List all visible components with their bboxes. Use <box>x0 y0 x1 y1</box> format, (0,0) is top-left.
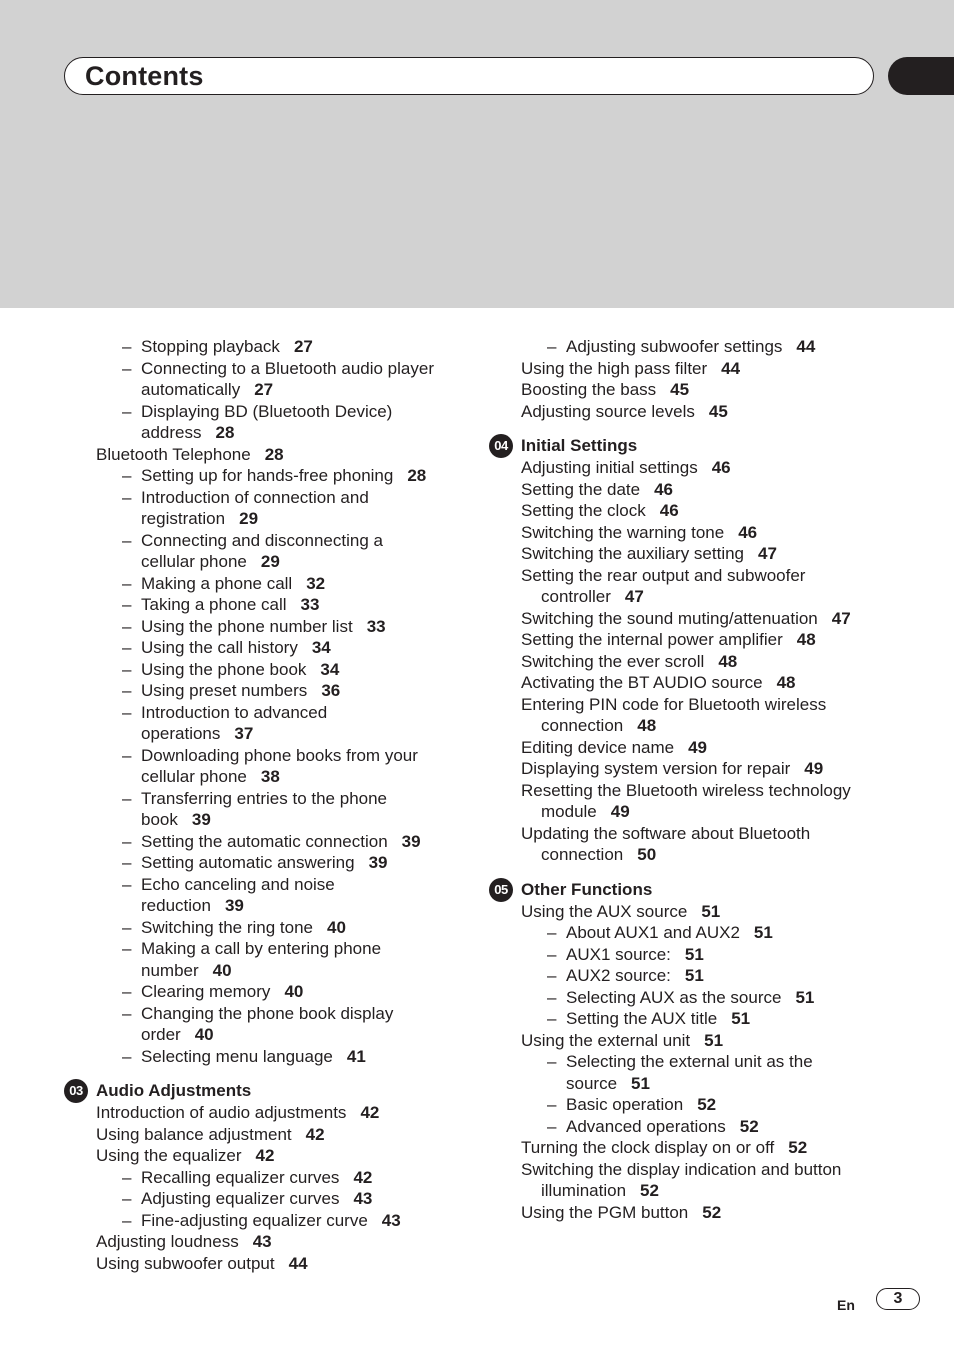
toc-entry-text: Selecting menu language <box>141 1046 333 1066</box>
toc-page-number: 37 <box>234 724 254 743</box>
toc-entry-text: Switching the ever scroll <box>521 651 705 671</box>
toc-entry-text: Transferring entries to the phone <box>141 788 388 808</box>
toc-entry-text: Making a phone call <box>141 573 293 593</box>
toc-entry-text: Selecting AUX as the source <box>566 987 782 1007</box>
dash-bullet: – <box>122 788 132 808</box>
toc-entry <box>96 745 476 767</box>
toc-entry <box>96 444 476 466</box>
toc-page-number: 51 <box>684 966 704 985</box>
toc-entry-text: Resetting the Bluetooth wireless technology <box>521 780 851 800</box>
toc-entry-text: AUX1 source: <box>566 944 671 964</box>
dash-bullet: – <box>547 987 557 1007</box>
toc-entry <box>96 530 476 552</box>
toc-page-number: 51 <box>753 923 773 942</box>
toc-entry <box>96 358 476 380</box>
toc-entry-text: Stopping playback <box>141 337 280 356</box>
toc-entry <box>521 500 891 522</box>
toc-entry <box>96 401 476 423</box>
dash-bullet: – <box>547 1009 557 1028</box>
toc-entry-text: Using the call history <box>141 638 298 657</box>
toc-entry <box>521 758 891 780</box>
dash-bullet: – <box>122 702 132 722</box>
toc-page-number: 51 <box>701 901 721 921</box>
toc-entry-text: Adjusting loudness <box>96 1232 239 1251</box>
toc-page-number: 47 <box>624 587 644 606</box>
toc-entry <box>96 831 476 853</box>
toc-entry <box>96 336 476 358</box>
toc-entry <box>96 960 476 982</box>
toc-entry <box>521 1073 891 1095</box>
toc-entry-text: Adjusting subwoofer settings <box>566 337 783 356</box>
section-title: Initial Settings <box>521 436 638 455</box>
toc-entry-text: module <box>541 802 597 821</box>
toc-page-number: 49 <box>610 802 630 821</box>
toc-entry-text: Setting the internal power amplifier <box>521 630 783 649</box>
toc-entry-text: Setting the clock <box>521 501 646 520</box>
toc-entry <box>96 723 476 745</box>
toc-entry <box>96 594 476 616</box>
toc-page-number: 28 <box>407 466 427 485</box>
toc-entry <box>521 1030 891 1052</box>
toc-entry-text: Introduction to advanced <box>141 702 328 722</box>
toc-entry <box>521 522 891 544</box>
dash-bullet: – <box>122 466 132 485</box>
toc-entry <box>521 379 891 401</box>
header-band <box>0 0 954 308</box>
toc-entry <box>96 1102 476 1124</box>
dash-bullet: – <box>122 638 132 657</box>
toc-entry-text: Setting the automatic connection <box>141 831 388 851</box>
page-title: Contents <box>85 61 204 91</box>
toc-entry-text: book <box>141 810 178 829</box>
toc-entry-text: Using the equalizer <box>96 1146 242 1165</box>
toc-page-number: 43 <box>252 1232 272 1251</box>
toc-entry-text: Switching the auxiliary setting <box>521 544 745 563</box>
toc-entry-text: Clearing memory <box>141 982 271 1001</box>
toc-entry-text: Using the phone number list <box>141 616 353 636</box>
toc-entry <box>96 422 476 444</box>
toc-entry <box>521 479 891 501</box>
toc-entry-text: Connecting to a Bluetooth audio player <box>141 358 434 378</box>
dash-bullet: – <box>122 681 132 700</box>
toc-entry-text: registration <box>141 509 226 528</box>
toc-entry <box>96 895 476 917</box>
toc-entry-text: Boosting the bass <box>521 380 657 399</box>
section-heading <box>69 1080 476 1102</box>
section-number-badge: 04 <box>489 434 513 458</box>
section-title: Audio Adjustments <box>96 1081 252 1100</box>
toc-entry <box>521 1116 891 1138</box>
toc-entry <box>96 1024 476 1046</box>
dash-bullet: – <box>122 401 132 421</box>
toc-entry <box>96 573 476 595</box>
toc-entry <box>521 987 891 1009</box>
toc-entry-text: controller <box>541 587 611 606</box>
toc-entry <box>96 852 476 874</box>
toc-page-number: 52 <box>739 1116 759 1136</box>
toc-page-number: 44 <box>721 358 741 378</box>
toc-entry <box>96 1210 476 1232</box>
toc-entry-text: Using the AUX source <box>521 901 688 921</box>
toc-entry <box>521 801 891 823</box>
toc-entry <box>96 1124 476 1146</box>
toc-entry <box>521 944 891 966</box>
toc-entry <box>521 565 891 587</box>
toc-entry-text: Echo canceling and noise <box>141 874 335 894</box>
toc-entry <box>96 1188 476 1210</box>
toc-entry <box>521 457 891 479</box>
toc-page-number: 34 <box>320 659 340 679</box>
toc-page-number: 29 <box>260 552 280 571</box>
toc-page-number: 33 <box>366 616 386 636</box>
toc-entry-text: reduction <box>141 896 211 915</box>
toc-entry-text: AUX2 source: <box>566 966 671 985</box>
toc-page-number: 42 <box>255 1146 275 1165</box>
toc-page-number: 52 <box>640 1181 659 1200</box>
toc-entry <box>96 659 476 681</box>
dash-bullet: – <box>122 573 132 593</box>
toc-entry-text: automatically <box>141 380 241 399</box>
dash-bullet: – <box>122 1189 132 1208</box>
toc-page-number: 51 <box>704 1030 724 1050</box>
toc-entry-text: number <box>141 960 199 980</box>
toc-page-number: 50 <box>637 845 657 864</box>
dash-bullet: – <box>122 1167 132 1187</box>
toc-entry <box>521 844 891 866</box>
toc-entry-text: illumination <box>541 1181 627 1200</box>
toc-entry <box>521 1180 891 1202</box>
toc-page-number: 42 <box>305 1124 325 1144</box>
dash-bullet: – <box>547 923 557 942</box>
toc-page-number: 46 <box>711 458 731 477</box>
toc-entry-text: Introduction of connection and <box>141 487 369 507</box>
toc-entry <box>521 401 891 423</box>
toc-entry <box>521 1051 891 1073</box>
toc-entry <box>96 809 476 831</box>
toc-entry <box>96 465 476 487</box>
dash-bullet: – <box>122 982 132 1001</box>
dash-bullet: – <box>547 1052 557 1071</box>
language-label: En <box>837 1297 855 1313</box>
dash-bullet: – <box>122 616 132 636</box>
toc-entry <box>96 680 476 702</box>
section-heading <box>494 879 891 901</box>
toc-entry <box>521 651 891 673</box>
toc-page-number: 32 <box>306 573 326 593</box>
dash-bullet: – <box>122 595 132 614</box>
toc-page-number: 40 <box>194 1025 214 1044</box>
toc-page-number: 29 <box>239 509 259 528</box>
toc-entry <box>521 694 891 716</box>
toc-page-number: 49 <box>688 737 708 757</box>
toc-entry-text: Updating the software about Bluetooth <box>521 823 811 843</box>
toc-page-number: 43 <box>353 1189 373 1208</box>
toc-entry <box>96 1253 476 1275</box>
dash-bullet: – <box>122 337 132 356</box>
toc-page-number: 52 <box>788 1138 808 1157</box>
toc-entry <box>521 336 891 358</box>
dash-bullet: – <box>122 1003 132 1023</box>
toc-entry <box>96 917 476 939</box>
toc-page-number: 42 <box>360 1103 380 1122</box>
toc-entry <box>521 901 891 923</box>
toc-entry <box>96 379 476 401</box>
toc-entry <box>96 1003 476 1025</box>
toc-entry-text: Using subwoofer output <box>96 1253 275 1273</box>
toc-entry-text: Editing device name <box>521 737 675 757</box>
toc-page-number: 47 <box>758 544 777 563</box>
toc-page-number: 48 <box>796 630 816 649</box>
toc-page-number: 40 <box>212 960 232 980</box>
toc-entry-text: Taking a phone call <box>141 595 287 614</box>
toc-entry <box>96 788 476 810</box>
toc-entry-text: cellular phone <box>141 552 247 571</box>
toc-entry-text: connection <box>541 716 624 735</box>
toc-entry-text: Setting the date <box>521 479 641 499</box>
toc-page-number: 49 <box>804 759 824 778</box>
dash-bullet: – <box>122 659 132 679</box>
toc-entry-text: Using the PGM button <box>521 1202 689 1222</box>
toc-entry-text: operations <box>141 724 221 743</box>
toc-entry-text: Using balance adjustment <box>96 1124 292 1144</box>
toc-entry-text: Introduction of audio adjustments <box>96 1103 347 1122</box>
title-box <box>64 57 874 95</box>
toc-page-number: 52 <box>702 1202 722 1222</box>
toc-entry-text: Adjusting initial settings <box>521 458 698 477</box>
toc-page-number: 39 <box>224 896 244 915</box>
dash-bullet: – <box>122 939 132 958</box>
toc-entry <box>521 1202 891 1224</box>
toc-page-number: 51 <box>684 944 704 964</box>
toc-page-number: 36 <box>321 681 341 700</box>
page-number: 3 <box>876 1288 920 1310</box>
dash-bullet: – <box>122 1046 132 1066</box>
toc-entry <box>96 616 476 638</box>
toc-entry-text: Recalling equalizer curves <box>141 1167 340 1187</box>
toc-entry <box>96 551 476 573</box>
toc-page-number: 51 <box>795 987 815 1007</box>
toc-page-number: 48 <box>718 651 738 671</box>
toc-left-column <box>69 336 476 1274</box>
toc-page-number: 39 <box>401 831 421 851</box>
toc-entry-text: Using the high pass filter <box>521 358 708 378</box>
toc-entry-text: Selecting the external unit as the <box>566 1052 813 1071</box>
toc-entry-text: Setting the AUX title <box>566 1009 718 1028</box>
toc-entry <box>521 965 891 987</box>
toc-entry <box>96 637 476 659</box>
toc-entry-text: Displaying BD (Bluetooth Device) <box>141 401 393 421</box>
toc-page-number: 41 <box>346 1046 366 1066</box>
toc-page-number: 52 <box>697 1095 717 1114</box>
toc-entry-text: Basic operation <box>566 1095 684 1114</box>
dash-bullet: – <box>547 944 557 964</box>
toc-entry-text: cellular phone <box>141 767 247 786</box>
toc-entry <box>521 1094 891 1116</box>
toc-entry-text: Setting up for hands-free phoning <box>141 466 394 485</box>
toc-entry <box>521 629 891 651</box>
toc-entry <box>521 780 891 802</box>
dash-bullet: – <box>122 1210 132 1230</box>
toc-page-number: 48 <box>776 673 796 692</box>
toc-entry <box>521 586 891 608</box>
toc-page-number: 45 <box>708 401 728 421</box>
toc-entry <box>96 766 476 788</box>
toc-entry-text: Using the phone book <box>141 659 307 679</box>
toc-entry <box>521 358 891 380</box>
dash-bullet: – <box>122 745 132 765</box>
dash-bullet: – <box>547 1116 557 1136</box>
toc-entry-text: connection <box>541 845 624 864</box>
dash-bullet: – <box>547 1095 557 1114</box>
toc-entry-text: source <box>566 1073 618 1093</box>
toc-entry <box>96 1167 476 1189</box>
toc-page-number: 38 <box>260 767 280 786</box>
toc-entry-text: Setting automatic answering <box>141 853 355 872</box>
toc-entry-text: Switching the ring tone <box>141 917 313 937</box>
toc-entry-text: Making a call by entering phone <box>141 939 382 958</box>
toc-entry <box>521 543 891 565</box>
toc-entry <box>521 608 891 630</box>
toc-entry-text: Downloading phone books from your <box>141 745 418 765</box>
toc-entry-text: Switching the sound muting/attenuation <box>521 608 818 628</box>
dash-bullet: – <box>122 853 132 872</box>
toc-page-number: 33 <box>300 595 320 614</box>
dash-bullet: – <box>122 917 132 937</box>
toc-entry-text: Displaying system version for repair <box>521 759 791 778</box>
toc-entry <box>521 1159 891 1181</box>
section-number-badge: 03 <box>64 1079 88 1103</box>
toc-entry-text: Fine-adjusting equalizer curve <box>141 1210 368 1230</box>
toc-entry-text: Connecting and disconnecting a <box>141 530 383 550</box>
section-heading <box>494 435 891 457</box>
toc-entry <box>96 487 476 509</box>
toc-entry <box>96 702 476 724</box>
toc-page-number: 39 <box>191 810 211 829</box>
dash-bullet: – <box>547 966 557 985</box>
toc-entry <box>96 1231 476 1253</box>
dash-bullet: – <box>122 487 132 507</box>
toc-page-number: 44 <box>796 337 816 356</box>
toc-entry-text: Turning the clock display on or off <box>521 1138 775 1157</box>
dash-bullet: – <box>547 337 557 356</box>
toc-entry <box>521 715 891 737</box>
toc-entry-text: Using preset numbers <box>141 681 308 700</box>
toc-entry-text: Adjusting equalizer curves <box>141 1189 340 1208</box>
toc-page-number: 46 <box>738 522 758 542</box>
toc-page-number: 46 <box>654 479 674 499</box>
toc-entry-text: Advanced operations <box>566 1116 726 1136</box>
toc-entry <box>521 737 891 759</box>
toc-entry-text: Changing the phone book display <box>141 1003 394 1023</box>
dash-bullet: – <box>122 831 132 851</box>
toc-page-number: 48 <box>637 716 657 735</box>
toc-page-number: 47 <box>831 608 851 628</box>
toc-entry-text: Bluetooth Telephone <box>96 444 251 464</box>
toc-page-number: 51 <box>631 1073 650 1093</box>
toc-entry <box>96 981 476 1003</box>
toc-entry <box>96 508 476 530</box>
toc-entry-text: Entering PIN code for Bluetooth wireless <box>521 694 827 714</box>
toc-entry <box>521 1008 891 1030</box>
toc-page-number: 45 <box>670 380 690 399</box>
toc-entry <box>96 1145 476 1167</box>
toc-entry <box>96 874 476 896</box>
toc-entry <box>521 823 891 845</box>
toc-page-number: 28 <box>215 423 235 442</box>
toc-page-number: 40 <box>327 917 346 937</box>
toc-page-number: 27 <box>254 380 274 399</box>
toc-page-number: 51 <box>731 1009 751 1028</box>
toc-entry <box>521 1137 891 1159</box>
toc-entry-text: Switching the warning tone <box>521 522 725 542</box>
toc-entry <box>521 922 891 944</box>
section-tab-marker <box>888 57 954 95</box>
section-title: Other Functions <box>521 879 653 899</box>
toc-page-number: 43 <box>381 1210 401 1230</box>
dash-bullet: – <box>122 874 132 894</box>
toc-page-number: 28 <box>264 444 284 464</box>
toc-entry-text: Switching the display indication and button <box>521 1159 842 1179</box>
toc-entry-text: About AUX1 and AUX2 <box>566 923 740 942</box>
toc-entry <box>96 1046 476 1068</box>
toc-page-number: 44 <box>288 1253 308 1273</box>
toc-entry <box>521 672 891 694</box>
dash-bullet: – <box>122 358 132 378</box>
toc-entry-text: address <box>141 423 202 442</box>
toc-entry-text: Adjusting source levels <box>521 401 695 421</box>
toc-page-number: 27 <box>293 337 313 356</box>
toc-entry-text: Setting the rear output and subwoofer <box>521 565 806 585</box>
toc-entry-text: Activating the BT AUDIO source <box>521 673 763 692</box>
toc-right-column <box>494 336 891 1223</box>
toc-entry-text: order <box>141 1025 181 1044</box>
toc-page-number: 46 <box>659 501 679 520</box>
toc-page-number: 40 <box>284 982 304 1001</box>
toc-entry <box>96 938 476 960</box>
toc-entry-text: Using the external unit <box>521 1030 691 1050</box>
toc-page-number: 42 <box>353 1167 373 1187</box>
toc-page-number: 34 <box>311 638 331 657</box>
section-number-badge: 05 <box>489 878 513 902</box>
dash-bullet: – <box>122 530 132 550</box>
toc-page-number: 39 <box>368 853 388 872</box>
